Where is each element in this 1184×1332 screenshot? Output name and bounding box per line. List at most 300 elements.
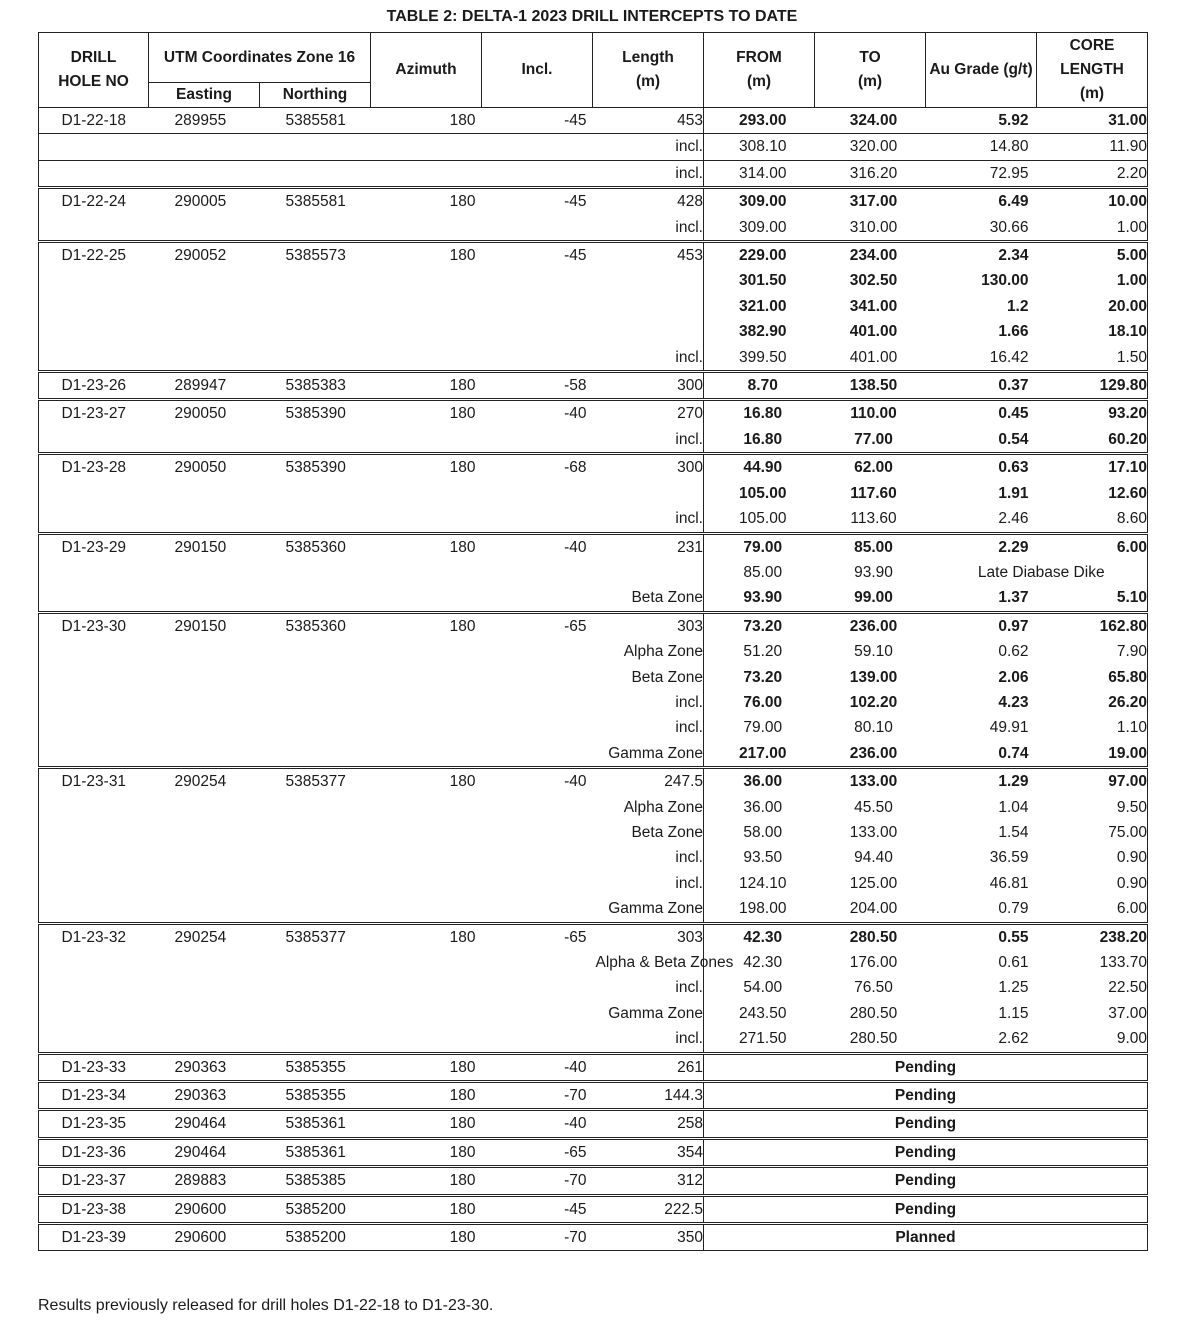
core-length-cell: 2.20: [1037, 160, 1148, 187]
core-length-cell: 6.00: [1037, 533, 1148, 560]
empty-cell: [260, 1026, 371, 1053]
azimuth-cell: 180: [371, 1110, 482, 1138]
empty-cell: [149, 134, 260, 160]
header-au-grade: Au Grade (g/t): [926, 33, 1037, 108]
empty-cell: [482, 665, 593, 690]
incl-cell: -45: [482, 242, 593, 269]
from-cell: 321.00: [739, 297, 787, 315]
empty-cell: [371, 481, 482, 506]
to-cell: 99.00: [815, 585, 926, 612]
table-row: [39, 1167, 1148, 1195]
table-row: [39, 108, 1148, 134]
from-cell: 243.50: [739, 1004, 787, 1022]
empty-cell: [482, 896, 593, 923]
empty-cell: [371, 795, 482, 820]
au-grade-cell: 6.49: [926, 188, 1037, 215]
empty-cell: [371, 160, 482, 187]
from-cell: 54.00: [743, 979, 783, 997]
core-length-cell: 0.90: [1037, 845, 1148, 870]
empty-cell: [39, 585, 149, 612]
empty-cell: [39, 975, 149, 1000]
au-grade-cell: 1.04: [998, 798, 1029, 816]
empty-cell: [149, 896, 260, 923]
table-row: [39, 845, 1148, 870]
to-cell: 45.50: [854, 798, 893, 816]
empty-cell: [39, 345, 149, 372]
empty-cell: [149, 795, 260, 820]
drill-hole-cell: D1-23-31: [39, 768, 149, 795]
interval-label-cell: incl.: [593, 134, 704, 160]
from-cell: 105.00: [739, 484, 787, 502]
northing-cell: 5385383: [260, 372, 371, 400]
empty-cell: [149, 665, 260, 690]
length-cell: 303: [593, 612, 704, 639]
from-cell: 301.50: [739, 272, 787, 290]
header-azimuth: Azimuth: [371, 33, 482, 108]
empty-cell: [260, 795, 371, 820]
empty-cell: [371, 294, 482, 319]
easting-cell: 290050: [149, 454, 260, 481]
status-cell: Pending: [704, 1195, 1148, 1223]
core-length-cell: 1.00: [1037, 268, 1148, 293]
table-row: [39, 923, 1148, 950]
table-row: [39, 215, 1148, 242]
empty-cell: [260, 871, 371, 896]
core-length-cell: 65.80: [1037, 665, 1148, 690]
empty-cell: [260, 845, 371, 870]
length-cell: 303: [593, 923, 704, 950]
from-cell: 382.90: [739, 323, 787, 341]
empty-cell: [482, 506, 593, 533]
empty-cell: [371, 268, 482, 293]
au-grade-cell: 1.66: [998, 323, 1029, 341]
azimuth-cell: 180: [371, 1224, 482, 1251]
incl-cell: -68: [482, 454, 593, 481]
easting-cell: 289955: [149, 108, 260, 134]
from-cell: 105.00: [704, 506, 815, 533]
empty-cell: [482, 585, 593, 612]
table-row: [39, 1026, 1148, 1053]
empty-cell: [39, 294, 149, 319]
northing-cell: 5385355: [260, 1053, 371, 1081]
empty-cell: [371, 741, 482, 768]
au-grade-cell: 1.54: [998, 823, 1029, 841]
interval-label-cell: incl.: [593, 345, 704, 372]
easting-cell: 290600: [149, 1224, 260, 1251]
length-cell: 428: [593, 188, 704, 215]
empty-cell: [39, 560, 149, 585]
au-grade-cell: 0.97: [926, 612, 1037, 639]
incl-cell: -70: [482, 1082, 593, 1110]
azimuth-cell: 180: [371, 923, 482, 950]
from-cell: 36.00: [743, 798, 783, 816]
table-row: [39, 134, 1148, 160]
core-length-cell: 31.00: [1037, 108, 1148, 134]
empty-cell: [482, 481, 593, 506]
interval-label-cell: incl.: [593, 871, 704, 896]
northing-cell: 5385573: [260, 242, 371, 269]
au-grade-cell: 2.06: [998, 668, 1029, 686]
to-cell: 401.00: [815, 345, 926, 372]
table-row: [39, 506, 1148, 533]
table-row: [39, 585, 1148, 612]
empty-cell: [260, 639, 371, 664]
length-cell: 300: [593, 454, 704, 481]
easting-cell: 290150: [149, 533, 260, 560]
incl-cell: -65: [482, 1138, 593, 1166]
from-cell: 399.50: [704, 345, 815, 372]
to-cell: 236.00: [815, 612, 926, 639]
to-cell: 324.00: [815, 108, 926, 134]
to-cell: 341.00: [849, 297, 898, 315]
empty-cell: [482, 715, 593, 740]
to-cell: 310.00: [815, 215, 926, 242]
core-length-cell: 75.00: [1037, 820, 1148, 845]
au-grade-cell: 1.29: [926, 768, 1037, 795]
empty-cell: [39, 319, 149, 344]
core-length-cell: 5.00: [1037, 242, 1148, 269]
interval-label-cell: Gamma Zone: [593, 1001, 704, 1026]
empty-cell: [260, 215, 371, 242]
from-cell: 42.30: [743, 954, 783, 971]
to-cell: 62.00: [815, 454, 926, 481]
interval-label-cell: incl.: [593, 506, 704, 533]
incl-cell: -40: [482, 768, 593, 795]
interval-label-cell: Beta Zone: [593, 820, 704, 845]
empty-cell: [371, 427, 482, 454]
azimuth-cell: 180: [371, 533, 482, 560]
core-length-cell: 1.00: [1037, 215, 1148, 242]
to-cell: 117.60: [850, 484, 897, 502]
empty-cell: [149, 639, 260, 664]
northing-cell: 5385385: [260, 1167, 371, 1195]
northing-cell: 5385360: [260, 612, 371, 639]
core-length-cell: 11.90: [1037, 134, 1148, 160]
drill-hole-cell: D1-22-25: [39, 242, 149, 269]
to-cell: 125.00: [849, 874, 898, 892]
empty-cell: [371, 639, 482, 664]
empty-cell: [149, 690, 260, 715]
from-cell: 308.10: [704, 134, 815, 160]
from-cell: 58.00: [743, 823, 783, 841]
table-row: [39, 427, 1148, 454]
empty-cell: [482, 1001, 593, 1026]
azimuth-cell: 180: [371, 454, 482, 481]
empty-cell: [149, 585, 260, 612]
table-row: [39, 345, 1148, 372]
table-wrapper: [38, 32, 1147, 1251]
azimuth-cell: 180: [371, 612, 482, 639]
drill-hole-cell: D1-23-28: [39, 454, 149, 481]
to-cell: 317.00: [815, 188, 926, 215]
length-cell: 453: [593, 242, 704, 269]
empty-cell: [482, 690, 593, 715]
empty-cell: [371, 845, 482, 870]
from-cell: 229.00: [704, 242, 815, 269]
interval-label-cell: [593, 294, 704, 319]
empty-cell: [39, 1001, 149, 1026]
au-grade-cell: 1.91: [998, 484, 1029, 502]
au-grade-cell: 0.37: [926, 372, 1037, 400]
drill-intercepts-table: [38, 32, 1148, 1251]
empty-cell: [149, 481, 260, 506]
easting-cell: 289883: [149, 1167, 260, 1195]
table-row: [39, 975, 1148, 1000]
table-row: [39, 533, 1148, 560]
empty-cell: [371, 820, 482, 845]
empty-cell: [39, 690, 149, 715]
status-cell: Pending: [704, 1053, 1148, 1081]
empty-cell: [39, 481, 149, 506]
interval-label-cell: incl.: [593, 845, 704, 870]
to-cell: 176.00: [849, 954, 898, 971]
from-cell: 36.00: [704, 768, 815, 795]
empty-cell: [260, 585, 371, 612]
empty-cell: [260, 268, 371, 293]
incl-cell: -40: [482, 1053, 593, 1081]
empty-cell: [149, 319, 260, 344]
au-grade-cell: 2.46: [926, 506, 1037, 533]
empty-cell: [371, 715, 482, 740]
status-cell: Pending: [704, 1110, 1148, 1138]
empty-cell: [482, 795, 593, 820]
empty-cell: [149, 215, 260, 242]
easting-cell: 290150: [149, 612, 260, 639]
core-length-cell: 9.00: [1037, 1026, 1148, 1053]
from-cell: 314.00: [704, 160, 815, 187]
empty-cell: [371, 215, 482, 242]
empty-cell: [482, 639, 593, 664]
to-cell: 59.10: [854, 643, 893, 661]
incl-cell: -45: [482, 1195, 593, 1223]
empty-cell: [260, 294, 371, 319]
au-grade-cell: 0.55: [926, 923, 1037, 950]
empty-cell: [149, 871, 260, 896]
from-cell: 309.00: [704, 188, 815, 215]
to-cell: 236.00: [815, 741, 926, 768]
interval-label-cell: [593, 560, 704, 585]
au-grade-cell: 30.66: [926, 215, 1037, 242]
length-cell: 354: [593, 1138, 704, 1166]
table-row: [39, 242, 1148, 269]
empty-cell: [39, 134, 149, 160]
easting-cell: 290050: [149, 400, 260, 427]
empty-cell: [39, 1026, 149, 1053]
empty-cell: [371, 134, 482, 160]
easting-cell: 290464: [149, 1138, 260, 1166]
to-cell: 110.00: [815, 400, 926, 427]
table-row: [39, 612, 1148, 639]
core-length-cell: 1.50: [1037, 345, 1148, 372]
au-grade-cell: 46.81: [989, 874, 1029, 892]
empty-cell: [260, 665, 371, 690]
core-length-cell: 97.00: [1037, 768, 1148, 795]
drill-hole-cell: D1-23-26: [39, 372, 149, 400]
empty-cell: [260, 975, 371, 1000]
length-cell: 312: [593, 1167, 704, 1195]
empty-cell: [39, 741, 149, 768]
header-from: FROM (m): [704, 33, 815, 108]
to-cell: 280.50: [815, 1026, 926, 1053]
table-row: [39, 639, 1148, 664]
empty-cell: [482, 1026, 593, 1053]
interval-label-cell: [593, 268, 704, 293]
au-grade-cell: 14.80: [926, 134, 1037, 160]
empty-cell: [371, 871, 482, 896]
core-length-cell: 133.70: [1037, 950, 1148, 975]
empty-cell: [260, 134, 371, 160]
empty-cell: [371, 560, 482, 585]
from-cell: 124.10: [739, 874, 787, 892]
empty-cell: [149, 560, 260, 585]
from-cell: 85.00: [743, 563, 783, 581]
table-row: [39, 950, 1148, 975]
status-cell: Pending: [704, 1082, 1148, 1110]
core-length-cell: 238.20: [1037, 923, 1148, 950]
interval-label-cell: Alpha Zone: [593, 795, 704, 820]
northing-cell: 5385377: [260, 768, 371, 795]
empty-cell: [371, 506, 482, 533]
au-grade-cell: 0.54: [926, 427, 1037, 454]
empty-cell: [39, 820, 149, 845]
from-cell: 271.50: [704, 1026, 815, 1053]
drill-hole-cell: D1-23-32: [39, 923, 149, 950]
interval-label-cell: Alpha & Beta Zones: [593, 950, 704, 975]
au-grade-cell: 130.00: [981, 272, 1029, 290]
interval-label-cell: incl.: [593, 427, 704, 454]
table-row: [39, 1082, 1148, 1110]
from-cell: 73.20: [743, 668, 783, 686]
table-row: [39, 795, 1148, 820]
core-length-cell: 17.10: [1037, 454, 1148, 481]
from-cell: 198.00: [704, 896, 815, 923]
drill-hole-cell: D1-23-35: [39, 1110, 149, 1138]
length-cell: 144.3: [593, 1082, 704, 1110]
interval-label-cell: Beta Zone: [593, 665, 704, 690]
header-to: TO (m): [815, 33, 926, 108]
to-cell: 138.50: [815, 372, 926, 400]
northing-cell: 5385390: [260, 454, 371, 481]
footnote: Results previously released for drill holes D1-22-18 to D1-23-30.: [38, 1297, 494, 1314]
length-cell: 231: [593, 533, 704, 560]
drill-hole-cell: D1-23-33: [39, 1053, 149, 1081]
au-grade-cell: 0.61: [998, 954, 1029, 971]
au-grade-cell: 49.91: [989, 719, 1029, 737]
northing-cell: 5385200: [260, 1224, 371, 1251]
empty-cell: [482, 215, 593, 242]
length-cell: 222.5: [593, 1195, 704, 1223]
from-cell: 293.00: [704, 108, 815, 134]
incl-cell: -58: [482, 372, 593, 400]
au-grade-cell: 16.42: [926, 345, 1037, 372]
table-title: TABLE 2: DELTA-1 2023 DRILL INTERCEPTS TO DATE: [386, 8, 798, 25]
au-grade-cell: 5.92: [926, 108, 1037, 134]
to-cell: 280.50: [815, 923, 926, 950]
empty-cell: [260, 319, 371, 344]
interval-label-cell: Beta Zone: [593, 585, 704, 612]
easting-cell: 290254: [149, 768, 260, 795]
empty-cell: [149, 160, 260, 187]
easting-cell: 290005: [149, 188, 260, 215]
au-grade-cell: 4.23: [998, 693, 1029, 711]
core-length-cell: 18.10: [1037, 319, 1148, 344]
empty-cell: [371, 1026, 482, 1053]
azimuth-cell: 180: [371, 1053, 482, 1081]
core-length-cell: 8.60: [1037, 506, 1148, 533]
from-cell: 76.00: [743, 693, 783, 711]
empty-cell: [149, 294, 260, 319]
interval-label-cell: [593, 319, 704, 344]
from-cell: 73.20: [704, 612, 815, 639]
easting-cell: 289947: [149, 372, 260, 400]
empty-cell: [149, 975, 260, 1000]
au-grade-cell: 2.34: [926, 242, 1037, 269]
empty-cell: [260, 741, 371, 768]
empty-cell: [482, 294, 593, 319]
drill-hole-cell: D1-23-38: [39, 1195, 149, 1223]
from-cell: 79.00: [743, 719, 783, 737]
interval-label-cell: incl.: [593, 690, 704, 715]
au-grade-cell: 0.74: [926, 741, 1037, 768]
au-grade-cell: 36.59: [989, 849, 1029, 867]
azimuth-cell: 180: [371, 768, 482, 795]
au-grade-cell: 0.79: [926, 896, 1037, 923]
interval-label-cell: incl.: [593, 160, 704, 187]
to-cell: 234.00: [815, 242, 926, 269]
empty-cell: [149, 506, 260, 533]
core-length-cell: 93.20: [1037, 400, 1148, 427]
drill-hole-cell: D1-23-29: [39, 533, 149, 560]
core-length-cell: 162.80: [1037, 612, 1148, 639]
core-length-cell: 0.90: [1037, 871, 1148, 896]
to-cell: 76.50: [854, 979, 893, 997]
drill-hole-cell: D1-23-34: [39, 1082, 149, 1110]
empty-cell: [260, 427, 371, 454]
easting-cell: 290052: [149, 242, 260, 269]
empty-cell: [39, 639, 149, 664]
note-cell: Late Diabase Dike: [926, 560, 1148, 585]
au-grade-cell: 72.95: [926, 160, 1037, 187]
to-cell: 93.90: [854, 563, 893, 581]
table-row: [39, 741, 1148, 768]
empty-cell: [39, 896, 149, 923]
length-cell: 270: [593, 400, 704, 427]
header-northing: Northing: [260, 83, 371, 108]
core-length-cell: 22.50: [1037, 975, 1148, 1000]
empty-cell: [371, 1001, 482, 1026]
azimuth-cell: 180: [371, 242, 482, 269]
length-cell: 247.5: [593, 768, 704, 795]
core-length-cell: 60.20: [1037, 427, 1148, 454]
length-cell: 258: [593, 1110, 704, 1138]
empty-cell: [371, 896, 482, 923]
to-cell: 77.00: [815, 427, 926, 454]
table-row: [39, 1138, 1148, 1166]
empty-cell: [260, 690, 371, 715]
table-row: [39, 372, 1148, 400]
interval-label-cell: incl.: [593, 715, 704, 740]
drill-hole-cell: D1-22-24: [39, 188, 149, 215]
from-cell: 79.00: [704, 533, 815, 560]
to-cell: 316.20: [815, 160, 926, 187]
incl-cell: -70: [482, 1167, 593, 1195]
interval-label-cell: Gamma Zone: [593, 741, 704, 768]
drill-hole-cell: D1-23-36: [39, 1138, 149, 1166]
easting-cell: 290600: [149, 1195, 260, 1223]
empty-cell: [260, 506, 371, 533]
empty-cell: [371, 665, 482, 690]
drill-hole-cell: D1-23-37: [39, 1167, 149, 1195]
